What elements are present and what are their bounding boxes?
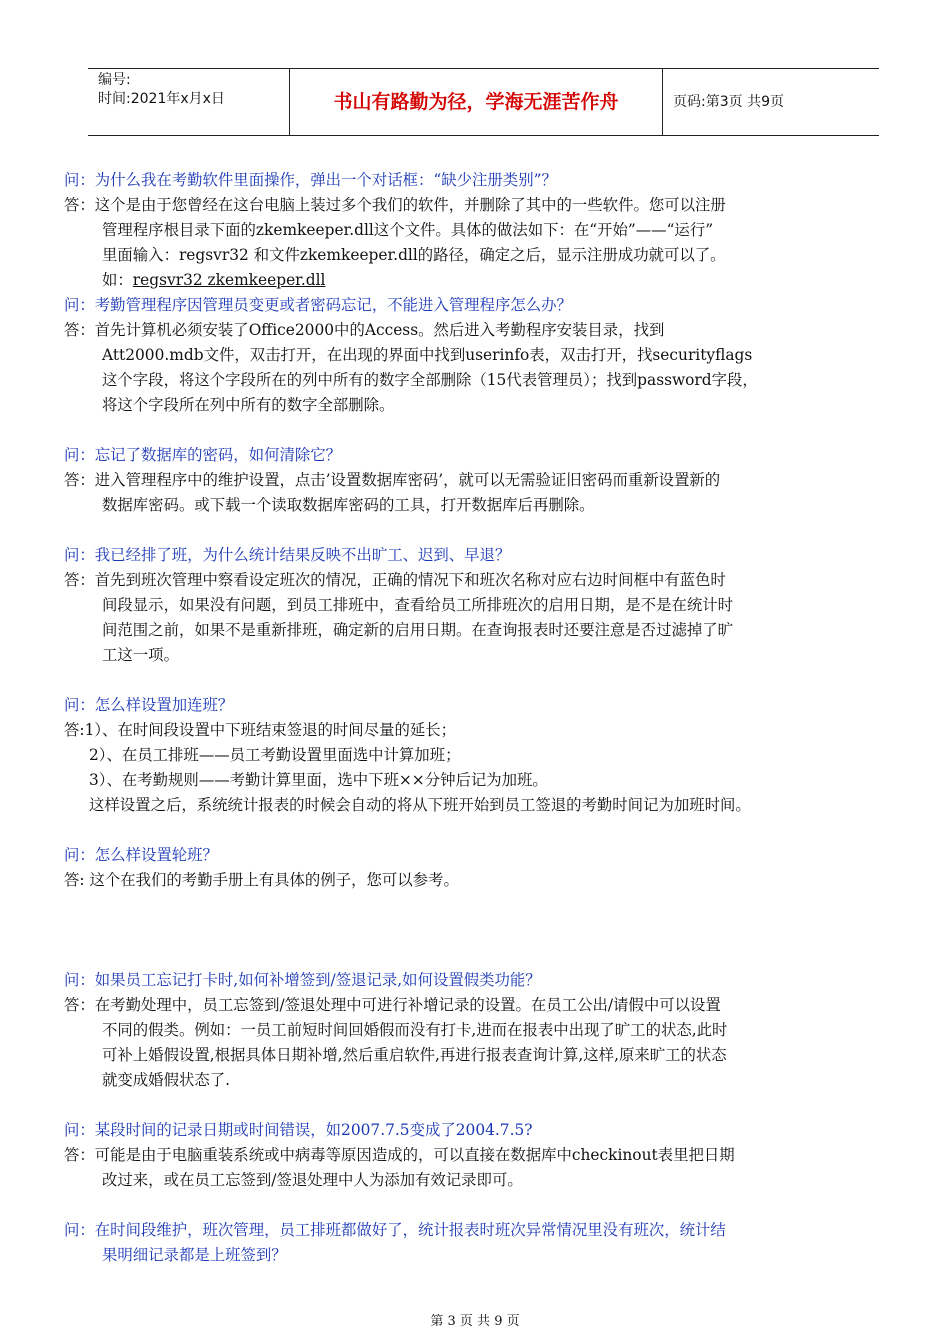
answer-5-line-4: 这样设置之后，系统统计报表的时候会自动的将从下班开始到员工签退的考勤时间记为加班时间。 [89,796,751,814]
page-header [88,68,879,136]
answer-1-line-2: 管理程序根目录下面的zkemkeeper.dll这个文件。具体的做法如下：在“开始”——“运行” [102,221,714,239]
example-link[interactable]: regsvr32 zkemkeeper.dll [132,271,326,289]
answer-3-line-1: 答：进入管理程序中的维护设置，点击’设置数据库密码’，就可以无需验证旧密码而重新设置新的 [64,471,721,489]
answer-1-example [64,268,914,293]
question-7: 问：如果员工忘记打卡时,如何补增签到/签退记录,如何设置假类功能？ [64,971,541,989]
answer-2-line-1: 答：首先计算机必须安装了Office2000中的Access。然后进入考勤程序安装目录，找到 [64,321,665,339]
question-3: 问：忘记了数据库的密码，如何清除它？ [64,446,342,464]
question-2: 问：考勤管理程序因管理员变更或者密码忘记，不能进入管理程序怎么办？ [64,296,572,314]
answer-2-line-4: 将这个字段所在列中所有的数字全部删除。 [102,396,395,414]
answer-6-line-1: 答: 这个在我们的考勤手册上有具体的例子，您可以参考。 [64,871,459,889]
answer-2-line-2: Att2000.mdb文件，双击打开，在出现的界面中找到userinfo表，双击打开，找securityflags [102,346,753,364]
answer-5-line-3: 3）、在考勤规则——考勤计算里面，选中下班××分钟后记为加班。 [89,771,548,789]
answer-4-line-3: 间范围之前，如果不是重新排班，确定新的启用日期。在查询报表时还要注意是否过滤掉了旷 [102,621,734,639]
answer-4-line-4: 工这一项。 [102,646,179,664]
answer-7-line-1: 答：在考勤处理中，员工忘签到/签退处理中可进行补增记录的设置。在员工公出/请假中可以设置 [64,996,721,1014]
page-footer: 第 3 页 共 9 页 [430,1314,520,1329]
answer-5-line-1: 答:1）、在时间段设置中下班结束签退的时间尽量的延长； [64,721,457,739]
question-4: 问：我已经排了班，为什么统计结果反映不出旷工、迟到、早退？ [64,546,511,564]
example-prefix: 如： [102,271,133,289]
header-left-cell [88,69,290,135]
answer-3-line-2: 数据库密码。或下载一个读取数据库密码的工具，打开数据库后再删除。 [102,496,595,514]
time-label: 时间:2021年x月x日 [98,91,225,107]
qa-content [64,168,914,1268]
answer-4-line-1: 答：首先到班次管理中察看设定班次的情况，正确的情况下和班次名称对应右边时间框中有蓝色时 [64,571,726,589]
answer-5-line-2: 2）、在员工排班——员工考勤设置里面选中计算加班； [89,746,461,764]
question-9: 问：在时间段维护，班次管理，员工排班都做好了，统计报表时班次异常情况里没有班次，统计结 [64,1221,726,1239]
question-6: 问：怎么样设置轮班？ [64,846,218,864]
answer-4-line-2: 间段显示，如果没有问题，到员工排班中，查看给员工所排班次的启用日期，是不是在统计时 [102,596,734,614]
answer-1-line-1: 答：这个是由于您曾经在这台电脑上装过多个我们的软件，并删除了其中的一些软件。您可以注册 [64,196,726,214]
question-1: 问：为什么我在考勤软件里面操作，弹出一个对话框：“缺少注册类别”？ [64,171,557,189]
question-9-cont: 果明细记录都是上班签到？ [102,1246,287,1264]
header-page-info: 页码:第3页 共9页 [673,94,784,110]
answer-7-line-3: 可补上婚假设置,根据具体日期补增,然后重启软件,再进行报表查询计算,这样,原来旷工的状态 [102,1046,727,1064]
number-label: 编号: [98,72,131,88]
question-8: 问：某段时间的记录日期或时间错误，如2007.7.5变成了2004.7.5? [64,1121,533,1139]
question-5: 问：怎么样设置加连班？ [64,696,234,714]
answer-8-line-2: 改过来，或在员工忘签到/签退处理中人为添加有效记录即可。 [102,1171,523,1189]
answer-1-line-3: 里面输入：regsvr32 和文件zkemkeeper.dll的路径，确定之后，显示注册成功就可以了。 [102,246,726,264]
header-motto: 书山有路勤为径，学海无涯苦作舟 [290,69,663,135]
answer-2-line-3: 这个字段，将这个字段所在的列中所有的数字全部删除（15代表管理员）；找到password字段， [102,371,758,389]
answer-8-line-1: 答：可能是由于电脑重装系统或中病毒等原因造成的，可以直接在数据库中checkinout表里把日期 [64,1146,735,1164]
answer-7-line-2: 不同的假类。例如：一员工前短时间回婚假而没有打卡,进而在报表中出现了旷工的状态,此时 [102,1021,728,1039]
answer-7-line-4: 就变成婚假状态了. [102,1071,231,1089]
